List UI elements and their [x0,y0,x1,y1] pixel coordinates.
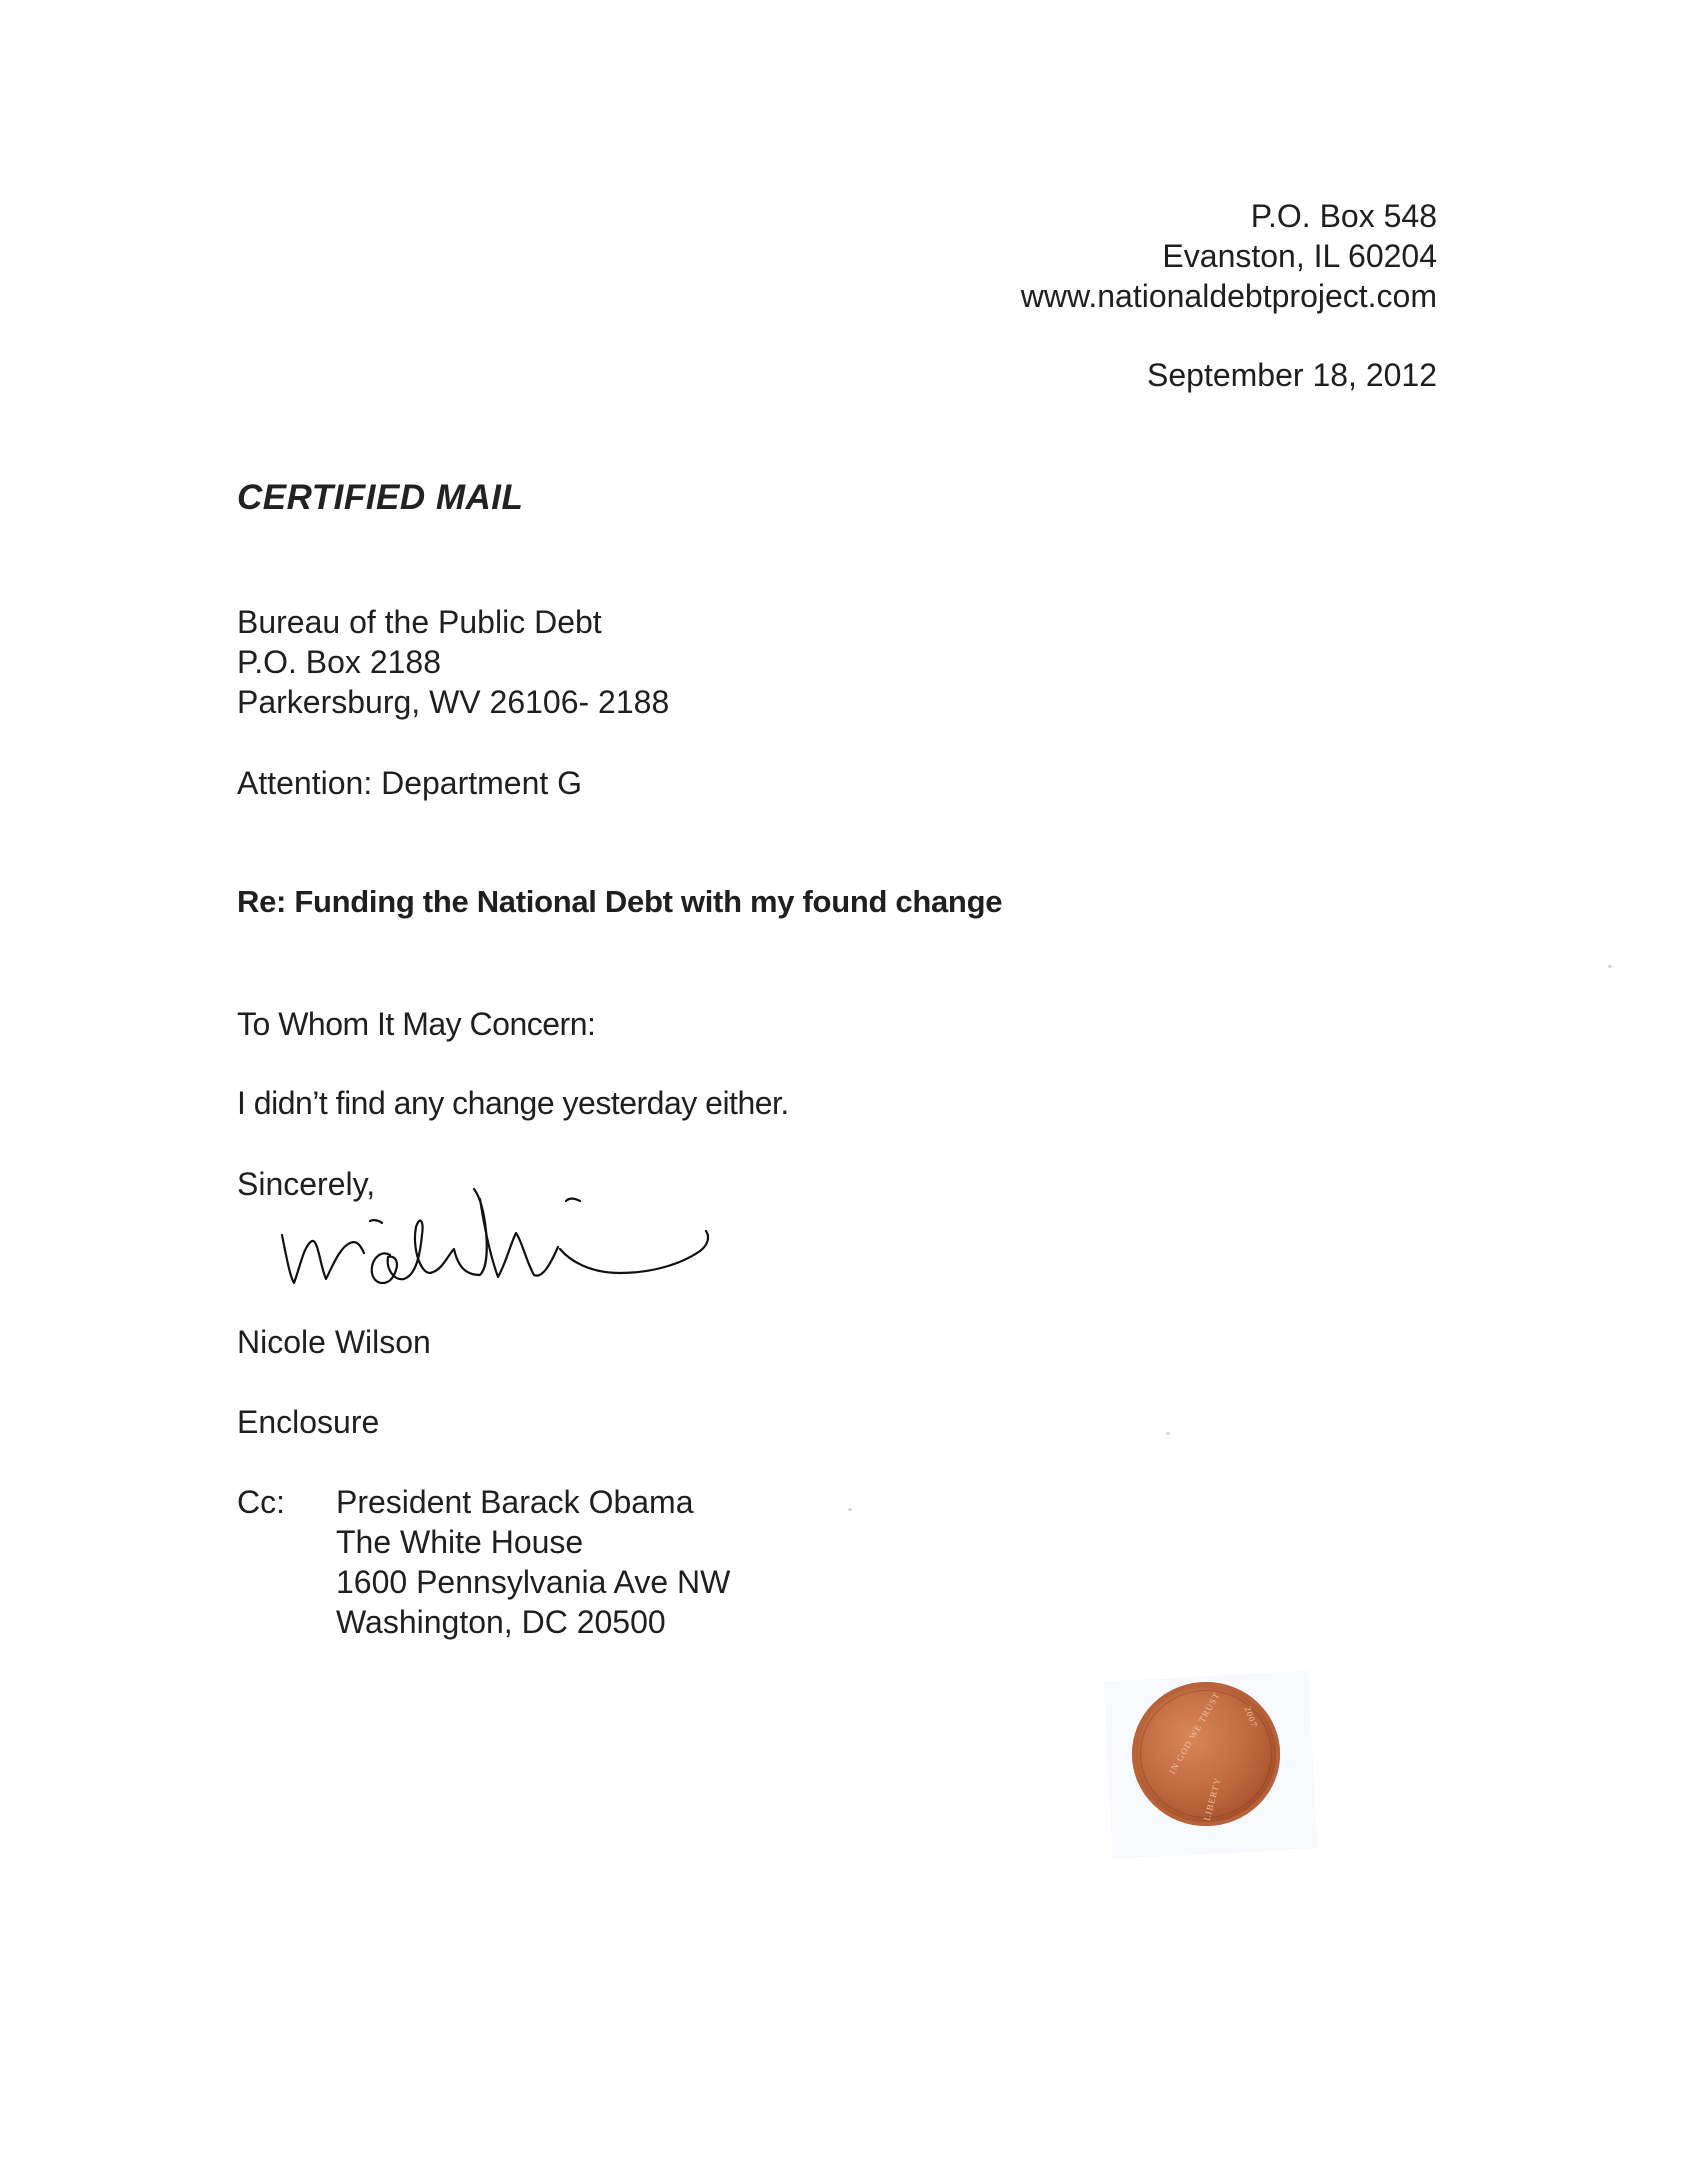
coin-year: 2007 [1242,1704,1260,1730]
subject-line: Re: Funding the National Debt with my found change [237,884,1003,919]
paper-speck [848,1508,852,1511]
penny-icon [1132,1682,1280,1826]
cc-line: 1600 Pennsylvania Ave NW [336,1564,731,1600]
sender-city-state-zip: Evanston, IL 60204 [1162,238,1437,274]
taped-penny [1108,1668,1318,1858]
sender-address [1021,196,1437,316]
signer-name: Nicole Wilson [237,1324,431,1360]
cc-line: Washington, DC 20500 [336,1604,666,1640]
paper-speck [1166,1432,1170,1435]
signature-stroke [480,1199,558,1277]
sender-po-box: P.O. Box 548 [1250,198,1437,234]
signature-stroke [282,1235,364,1283]
recipient-city-state-zip: Parkersburg, WV 26106- 2188 [237,684,670,720]
signature [270,1175,740,1305]
closing: Sincerely, [237,1166,376,1202]
coin-liberty: LIBERTY [1201,1776,1223,1822]
paper-speck [1608,965,1612,968]
sender-website: www.nationaldebtproject.com [1020,278,1437,314]
coin-motto: IN GOD WE TRUST [1166,1690,1223,1776]
signature-stroke [372,1189,487,1283]
letter-body: I didn’t find any change yesterday either. [237,1085,789,1121]
attention-line: Attention: Department G [237,765,583,801]
cc-recipient [336,1482,730,1642]
salutation: To Whom It May Concern: [237,1006,596,1042]
cc-line: President Barack Obama [336,1484,694,1520]
signature-dot [566,1199,580,1201]
cc-label: Cc: [237,1484,285,1520]
enclosure-note: Enclosure [237,1404,380,1440]
recipient-po-box: P.O. Box 2188 [237,644,441,680]
cc-line: The White House [336,1524,584,1560]
signature-stroke [560,1231,708,1273]
recipient-address [237,602,669,722]
recipient-name: Bureau of the Public Debt [237,604,602,640]
signature-dot [370,1220,382,1223]
delivery-method: CERTIFIED MAIL [237,478,524,517]
letter-date: September 18, 2012 [1147,357,1437,393]
